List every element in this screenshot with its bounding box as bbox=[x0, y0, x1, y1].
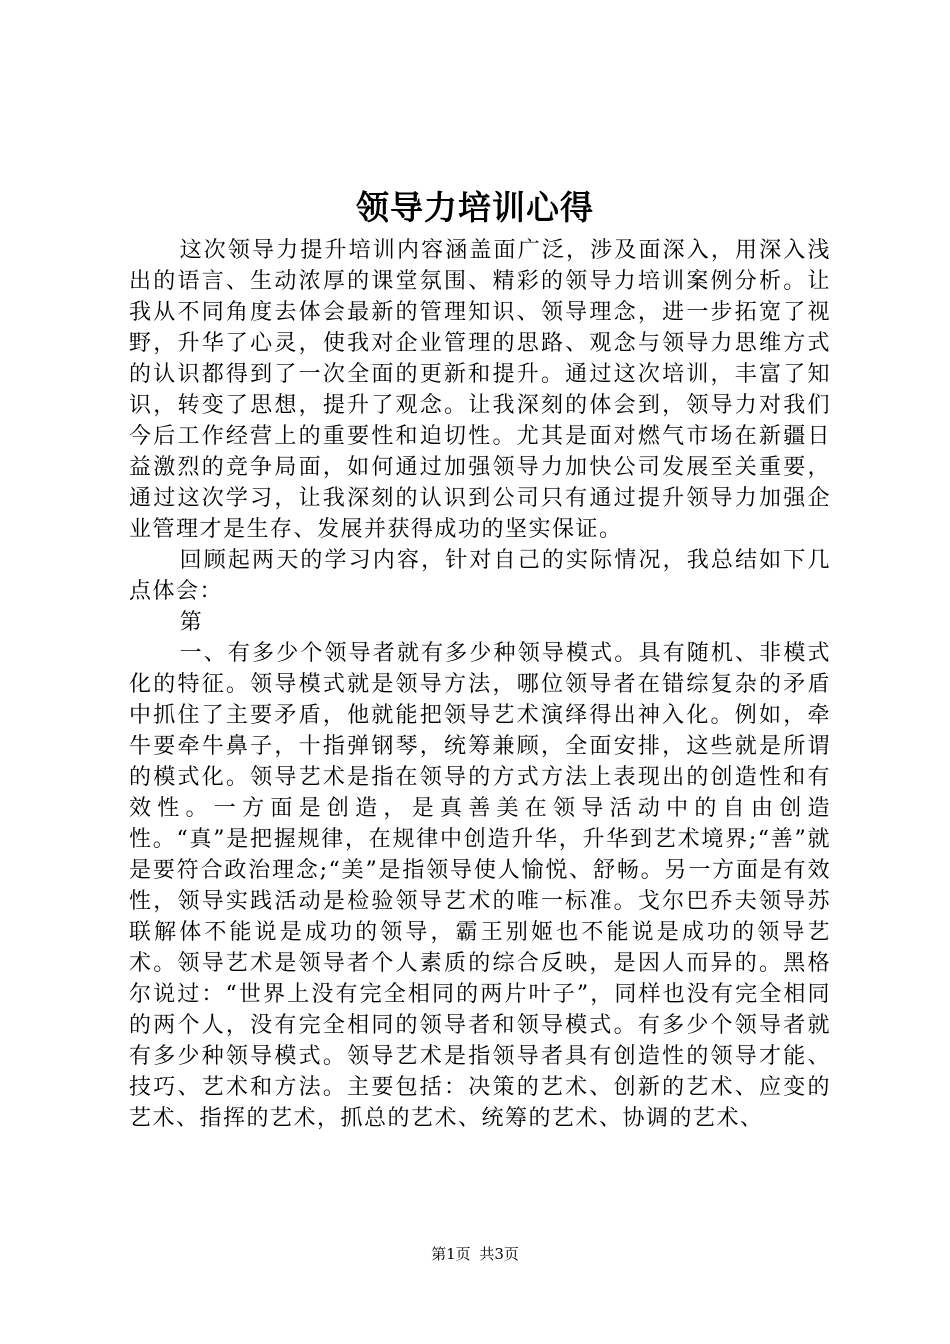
page-total: 共3页 bbox=[479, 1245, 519, 1263]
document-title: 领导力培训心得 bbox=[356, 188, 594, 227]
paragraph-intro: 这次领导力提升培训内容涵盖面广泛，涉及面深入，用深入浅出的语言、生动浓厚的课堂氛围、精彩的领导力培训案例分析。让我从不同角度去体会最新的管理知识、领导理念，进一步拓宽了视野，升华了心灵，使我对企业管理的思路、观念与领导力思维方式的认识都得到了一次全面的更新和提升。通过这次培训，丰富了知识，转变了思想，提升了观念。让我深刻的体会到，领导力对我们今后工作经营上的重要性和迫切性。尤其是面对燃气市场在新疆日益激烈的竞争局面，如何通过加强领导力加快公司发展至关重要，通过这次学习，让我深刻的认识到公司只有通过提升领导力加强企业管理才是生存、发展并获得成功的坚实保证。 bbox=[129, 238, 831, 542]
paragraph-review: 回顾起两天的学习内容，针对自己的实际情况，我总结如下几点体会： bbox=[129, 548, 831, 604]
document-body bbox=[129, 235, 831, 1134]
paragraph-point-one: 一、有多少个领导者就有多少种领导模式。具有随机、非模式化的特征。领导模式就是领导方法，哪位领导者在错综复杂的矛盾中抓住了主要矛盾，他就能把领导艺术演绎得出神入化。例如，牵牛要牵牛鼻子，十指弹钢琴，统筹兼顾，全面安排，这些就是所谓的模式化。领导艺术是指在领导的方式方法上表现出的创造性和有效性。一方面是创造，是真善美在领导活动中的自由创造性。“真”是把握规律，在规律中创造升华，升华到艺术境界;“善”就是要符合政治理念;“美”是指领导使人愉悦、舒畅。另一方面是有效性，领导实践活动是检验领导艺术的唯一标准。戈尔巴乔夫领导苏联解体不能说是成功的领导，霸王别姬也不能说是成功的领导艺术。领导艺术是领导者个人素质的综合反映，是因人而异的。黑格尔说过：“世界上没有完全相同的两片叶子”，同样也没有完全相同的两个人，没有完全相同的领导者和领导模式。有多少个领导者就有多少种领导模式。领导艺术是指领导者具有创造性的领导才能、技巧、艺术和方法。主要包括：决策的艺术、创新的艺术、应变的艺术、指挥的艺术，抓总的艺术、统筹的艺术、协调的艺术、 bbox=[129, 641, 831, 1131]
page-footer bbox=[0, 1244, 950, 1264]
paragraph-ordinal: 第 bbox=[179, 610, 204, 635]
page-number: 第1页 bbox=[431, 1245, 471, 1263]
